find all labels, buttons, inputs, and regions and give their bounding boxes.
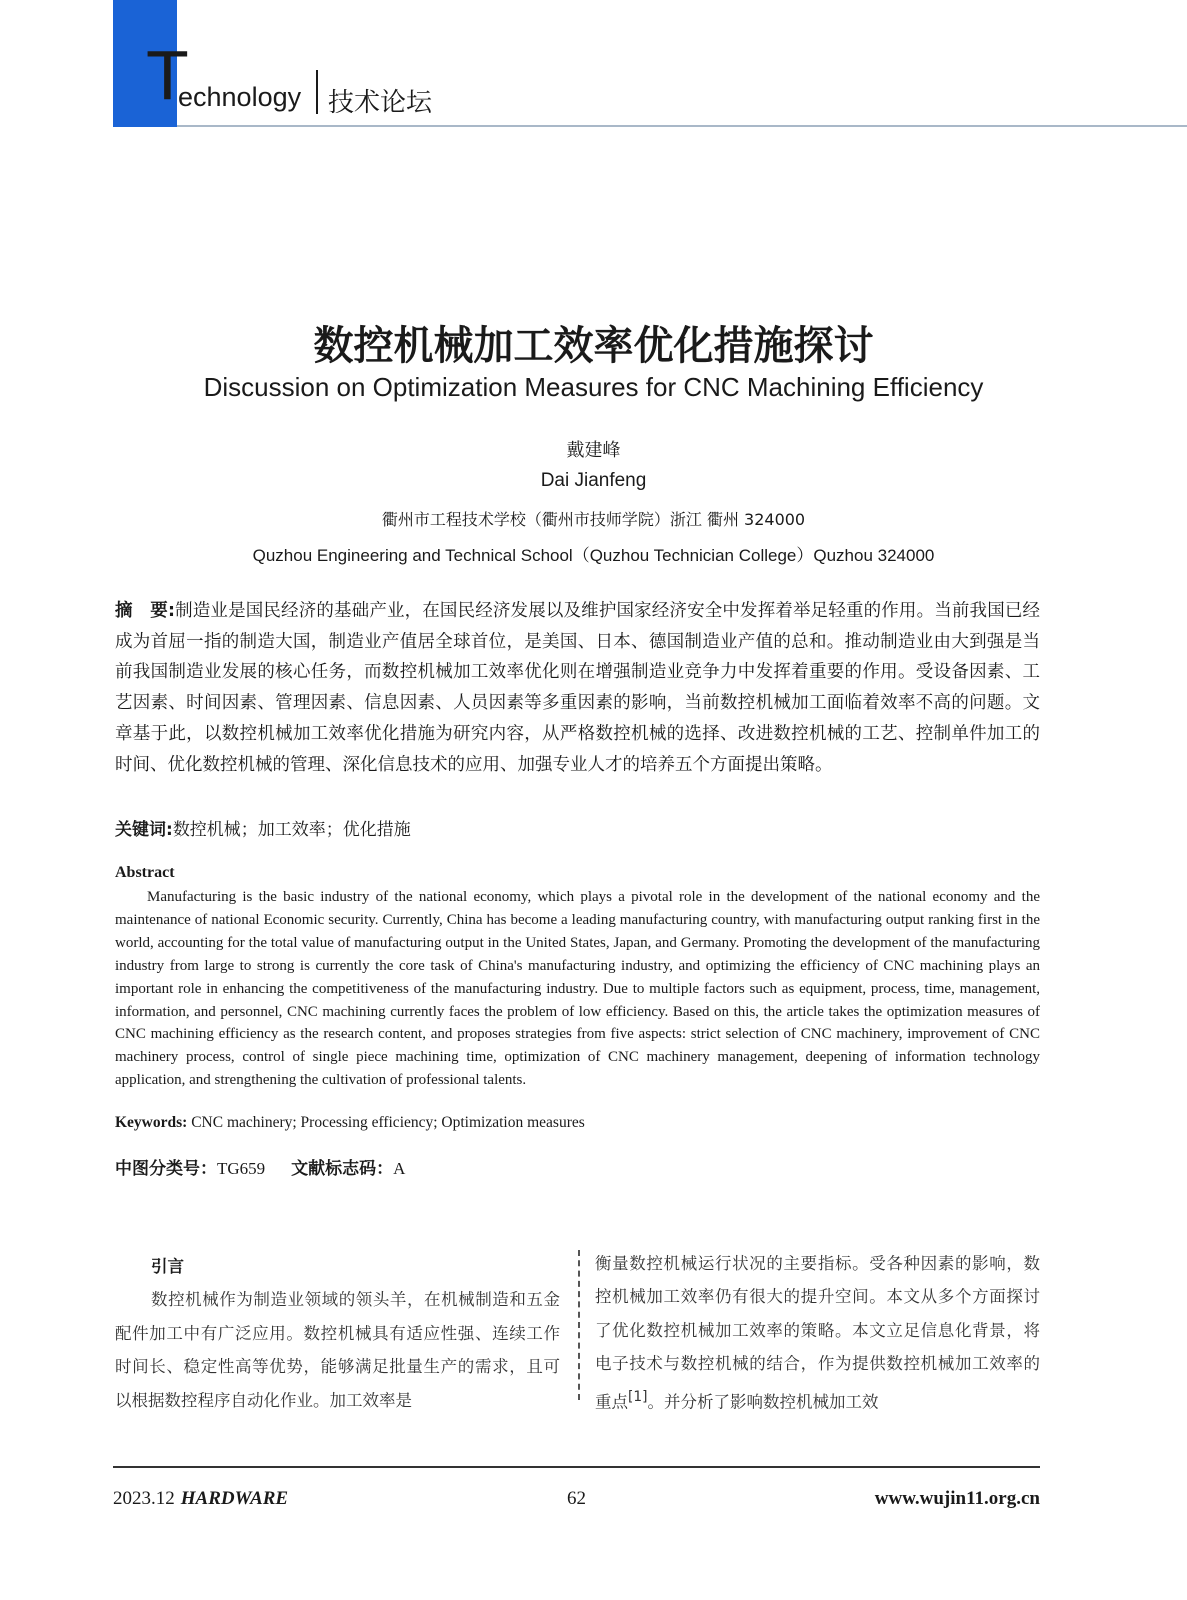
doc-code-value: A — [393, 1159, 406, 1178]
classification-line — [115, 1154, 405, 1179]
author-name-cn: 戴建峰 — [566, 440, 621, 461]
footer-issue-date: 2023.12 — [113, 1488, 175, 1509]
author-name-en: Dai Jianfeng — [540, 470, 647, 491]
footer-url: www.wujin11.org.cn — [874, 1488, 1040, 1509]
keywords-cn-text: 数控机械；加工效率；优化措施 — [172, 820, 411, 840]
header-separator — [316, 70, 318, 114]
page-number: 62 — [567, 1488, 586, 1509]
header-column-name: 技术论坛 — [328, 88, 433, 118]
header-big-letter: T — [146, 36, 189, 114]
abstract-cn — [115, 596, 1040, 780]
footer-brand: HARDWARE — [180, 1488, 289, 1509]
body-paragraph-right: 衡量数控机械运行状况的主要指标。受各种因素的影响，数控机械加工效率仍有很大的提升空间。本文从多个方面探讨了优化数控机械加工效率的策略。本文立足信息化背景，将电子技术与数控机械的结合，作为提供数控机械加工效率的重点 — [595, 1254, 1040, 1412]
abstract-en-heading: Abstract — [115, 864, 175, 881]
keywords-en — [115, 1114, 585, 1132]
footer-rule — [113, 1466, 1040, 1468]
section-heading-intro: 引言 — [151, 1257, 184, 1276]
header-word: echnology — [178, 82, 302, 112]
abstract-cn-label: 摘 要: — [115, 601, 175, 621]
body-paragraph: 数控机械作为制造业领域的领头羊，在机械制造和五金配件加工中有广泛应用。数控机械具有适应性强、连续工作时间长、稳定性高等优势，能够满足批量生产的需求，且可以根据数控程序自动化作业。加工效率是 — [115, 1290, 560, 1410]
body-paragraph-right-tail: 。并分析了影响数控机械加工效 — [647, 1392, 879, 1412]
keywords-en-text: CNC machinery; Processing efficiency; Optimization measures — [191, 1114, 585, 1131]
keywords-en-label: Keywords: — [115, 1114, 188, 1131]
abstract-cn-text: 制造业是国民经济的基础产业，在国民经济发展以及维护国家经济安全中发挥着举足轻重的作用。当前我国已经成为首屈一指的制造大国，制造业产值居全球首位，是美国、日本、德国制造业产值的总和。推动制造业由大到强是当前我国制造业发展的核心任务，而数控机械加工效率优化则在增强制造业竞争力中发挥着重要的作用。受设备因素、工艺因素、时间因素、管理因素、信息因素、人员因素等多重因素的影响，当前数控机械加工面临着效率不高的问题。文章基于此，以数控机械加工效率优化措施为研究内容，从严格数控机械的选择、改进数控机械的工艺、控制单件加工的时间、优化数控机械的管理、深化信息技术的应用、加强专业人才的培养五个方面提出策略。 — [115, 601, 1041, 775]
doc-code-label: 文献标志码： — [291, 1159, 394, 1179]
clc-label: 中图分类号： — [115, 1159, 217, 1179]
article-title-en: Discussion on Optimization Measures for CNC Machining Efficiency — [203, 372, 984, 402]
body-column-left — [115, 1250, 560, 1417]
affiliation-cn: 衢州市工程技术学校（衢州市技师学院）浙江 衢州 324000 — [381, 510, 806, 529]
body-column-right — [595, 1247, 1040, 1419]
column-divider — [578, 1250, 580, 1400]
citation-ref: [1] — [628, 1388, 648, 1405]
affiliation-en: Quzhou Engineering and Technical School（Quzhou Technician College）Quzhou 324000 — [252, 546, 935, 565]
article-title-cn: 数控机械加工效率优化措施探讨 — [313, 323, 874, 369]
body-paragraph-continued — [595, 1247, 1040, 1419]
clc-value: TG659 — [217, 1159, 266, 1178]
keywords-cn — [115, 815, 1040, 840]
keywords-cn-label: 关键词: — [115, 820, 173, 840]
abstract-en-text: Manufacturing is the basic industry of the national economy, which plays a pivotal role in the development of the national economy and the maintenance of national Economic security. Currently, China has become a leading manufacturing country, with manufacturing output ranking first in the world, accounting for the total value of manufacturing output in the United States, Japan, and Germany. Promoting the development of the manufacturing industry from large to strong is currently the core task of China's manufacturing industry, and optimizing the efficiency of CNC machining plays an important role in enhancing the competitiveness of the manufacturing industry. Due to multiple factors such as equipment, process, time, management, information, and personnel, CNC machining currently faces the problem of low efficiency. Based on this, the article takes the optimization measures of CNC machining efficiency as the research content, and proposes strategies from five aspects: strict selection of CNC machinery, improvement of CNC machinery process, control of single piece machining time, optimization of CNC machinery management, deepening of information technology application, and strengthening the cultivation of professional talents. — [115, 889, 1040, 1089]
header-rule — [177, 125, 1187, 127]
